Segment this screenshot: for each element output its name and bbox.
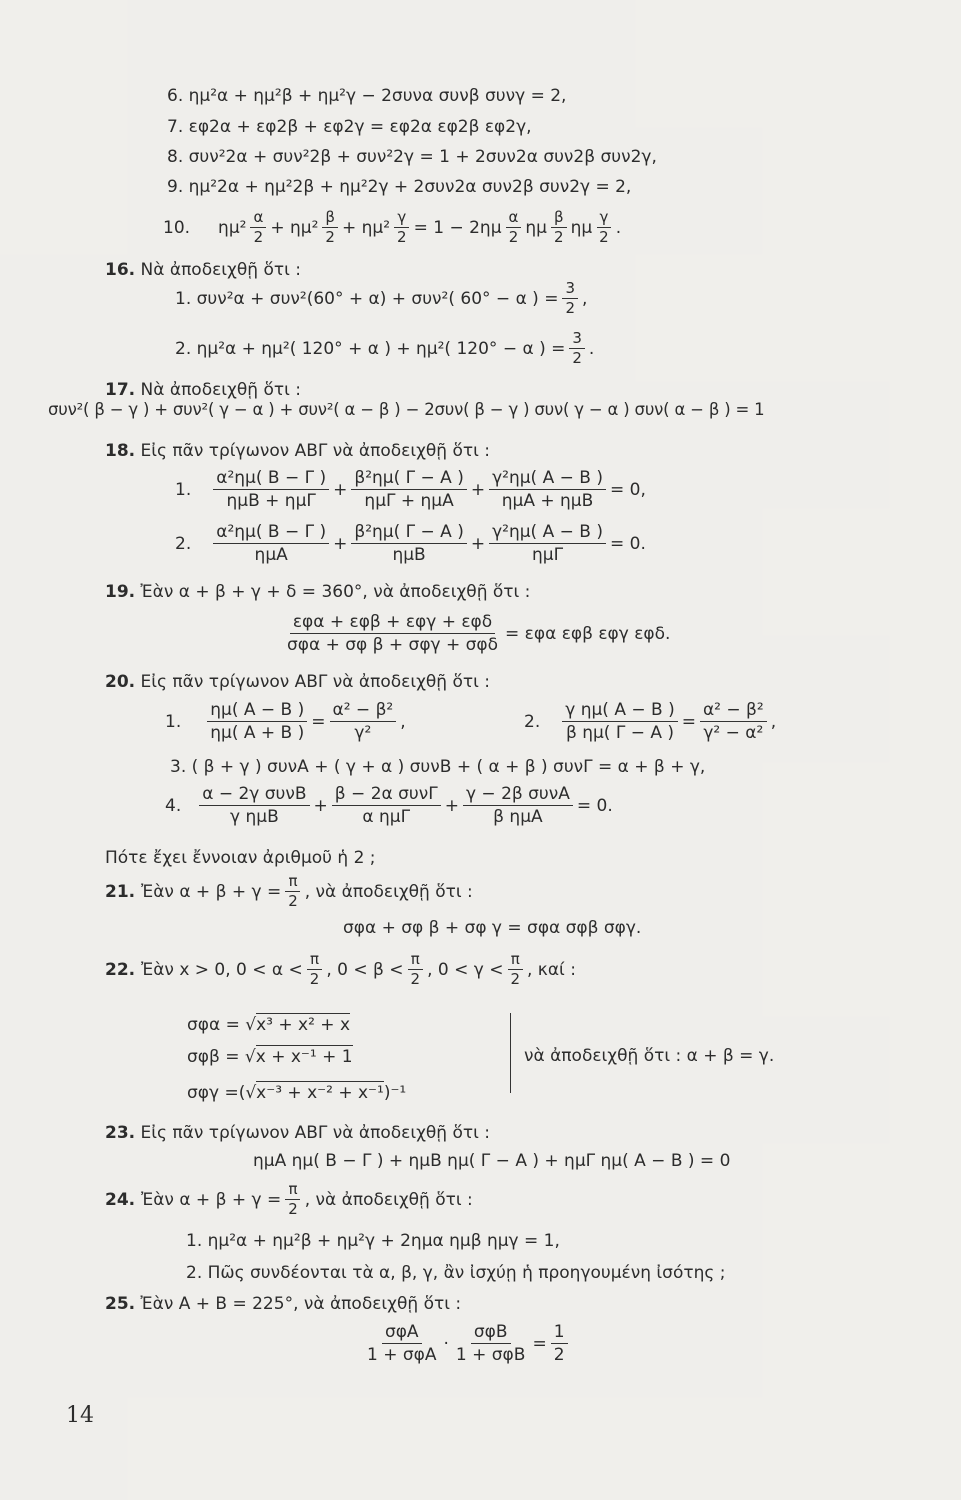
expr-part: , 0 < γ < <box>427 959 504 980</box>
expr-part: = εφα εφβ εφγ εφδ. <box>505 623 671 644</box>
denominator: ημ( Α + Β ) <box>210 723 305 743</box>
fraction <box>351 522 466 565</box>
exercise-24-heading <box>105 1181 473 1218</box>
expr-part: = 0. <box>609 533 646 554</box>
expr-part: σφγ =(√ <box>187 1083 257 1103</box>
denominator: ημΑ <box>254 545 288 565</box>
expr-part: + ημ² <box>270 217 319 238</box>
denominator: 2 <box>288 892 298 910</box>
exercise-number: 16. <box>105 260 136 280</box>
expr-part: 2. ημ²α + ημ²( 120° + α ) + ημ²( 120° − α ) = <box>175 338 566 359</box>
numerator: π <box>508 951 523 970</box>
numerator: σφΒ <box>471 1322 511 1344</box>
exercise-number: 18. <box>105 441 136 461</box>
expr-part: + <box>470 533 486 554</box>
exercise-20-heading <box>105 671 490 693</box>
exercise-number: 20. <box>105 672 136 692</box>
denominator: 1 + σφΒ <box>455 1345 526 1365</box>
fraction <box>285 873 301 910</box>
exercise-22-cot-beta <box>187 1046 353 1068</box>
numerator: 1 <box>551 1322 568 1344</box>
numerator: β − 2α συνΓ <box>332 784 441 806</box>
numerator: β²ημ( Γ − Α ) <box>351 522 466 544</box>
exercise-20-part-2 <box>524 700 776 743</box>
denominator: 1 + σφΑ <box>367 1345 437 1365</box>
denominator: β ημ( Γ − Α ) <box>565 723 675 743</box>
expr-part: ημ <box>570 217 593 238</box>
numerator: α − 2γ συνΒ <box>199 784 309 806</box>
numerator: α²ημ( Β − Γ ) <box>213 522 329 544</box>
expr-part: , 0 < β < <box>326 959 404 980</box>
denominator: ημΑ + ημΒ <box>501 491 594 511</box>
exercise-25-identity <box>360 1322 572 1365</box>
exercise-22-conclusion: νὰ ἀποδειχθῇ ὅτι : α + β = γ. <box>524 1046 775 1066</box>
fraction <box>489 522 606 565</box>
fraction <box>394 209 410 246</box>
denominator: ημΒ <box>392 545 426 565</box>
expr-part: + <box>313 795 328 816</box>
expr-part: , νὰ ἀποδειχθῇ ὅτι : <box>304 881 473 902</box>
fraction <box>700 700 767 743</box>
denominator: ημΒ + ημΓ <box>226 491 316 511</box>
denominator: γ² <box>354 723 372 743</box>
exercise-prompt: Εἰς πᾶν τρίγωνον ΑΒΓ νὰ ἀποδειχθῇ ὅτι : <box>140 672 490 692</box>
identity-6: 6. ημ²α + ημ²β + ημ²γ − 2συνα συνβ συνγ = 2, <box>167 86 567 106</box>
radicand: x + x⁻¹ + 1 <box>255 1047 353 1067</box>
expr-part: Ἐὰν α + β + γ = <box>141 881 282 902</box>
identity-10-number: 10. <box>163 217 191 238</box>
expr-part: 1. <box>175 479 192 500</box>
denominator: β ημΑ <box>493 807 543 827</box>
exercise-20-part-1 <box>165 700 406 743</box>
exercise-17-identity: συν²( β − γ ) + συν²( γ − α ) + συν²( α − β ) − 2συν( β − γ ) συν( γ − α ) συν( α − β ) = 1 <box>48 400 765 419</box>
numerator: β <box>551 209 567 228</box>
exercise-number: 19. <box>105 582 136 602</box>
fraction <box>332 784 441 827</box>
denominator: 2 <box>553 1345 565 1365</box>
expr-part: = <box>311 711 326 732</box>
expr-part: 4. <box>165 795 182 816</box>
fraction <box>507 951 523 988</box>
expr-part: , <box>400 711 406 732</box>
exercise-number: 23. <box>105 1123 136 1143</box>
numerator: ημ( Α − Β ) <box>207 700 307 722</box>
expr-part: + <box>444 795 459 816</box>
fraction <box>351 468 466 511</box>
identity-10 <box>163 209 621 246</box>
expr-part: . <box>588 338 595 359</box>
numerator: α² − β² <box>700 700 767 722</box>
denominator: 2 <box>565 299 576 317</box>
numerator: γ <box>597 209 612 228</box>
fraction <box>364 1322 440 1365</box>
exercise-17-heading <box>105 379 301 401</box>
fraction <box>551 1322 568 1365</box>
numerator: γ − 2β συνΑ <box>463 784 573 806</box>
numerator: εφα + εφβ + εφγ + εφδ <box>290 612 495 634</box>
denominator: 2 <box>599 228 609 246</box>
expr-part: = 0. <box>576 795 613 816</box>
exercise-22-cot-gamma <box>187 1082 406 1104</box>
numerator: 3 <box>569 330 585 349</box>
expr-part: , καί : <box>527 959 576 980</box>
exercise-22-heading <box>105 951 576 988</box>
expr-part: σφβ = √ <box>187 1047 256 1067</box>
denominator: 2 <box>309 970 320 988</box>
numerator: γ²ημ( Α − Β ) <box>489 522 606 544</box>
radicand: x⁻³ + x⁻² + x⁻¹ <box>256 1083 384 1103</box>
expr-part: , νὰ ἀποδειχθῇ ὅτι : <box>304 1189 473 1210</box>
expr-part: Ἐὰν x > 0, 0 < α < <box>141 959 303 980</box>
exercise-number: 22. <box>105 959 136 980</box>
identity-7: 7. εφ2α + εφ2β + εφ2γ = εφ2α εφ2β εφ2γ, <box>167 117 532 137</box>
denominator: 2 <box>510 970 520 988</box>
expr-part: = 0, <box>609 479 646 500</box>
expr-part: . <box>615 217 622 238</box>
numerator: β²ημ( Γ − Α ) <box>351 468 466 490</box>
exercise-19-identity <box>280 612 670 655</box>
numerator: α² − β² <box>330 700 397 722</box>
exercise-18-part-1 <box>175 468 646 511</box>
denominator: 2 <box>554 228 564 246</box>
exercise-16-part-2 <box>175 330 594 367</box>
numerator: β <box>322 209 338 228</box>
fraction <box>250 209 266 246</box>
denominator: 2 <box>288 1200 298 1218</box>
numerator: π <box>408 951 423 970</box>
exercise-24-part-2: 2. Πῶς συνδέονται τὰ α, β, γ, ἂν ἰσχύῃ ἡ προηγουμένη ἰσότης ; <box>186 1263 726 1283</box>
expr-part: 2. <box>524 711 541 732</box>
radicand: x³ + x² + x <box>256 1015 351 1035</box>
expr-part: 1. <box>165 711 182 732</box>
fraction <box>562 700 677 743</box>
expr-part: + ημ² <box>341 217 391 238</box>
exercise-24-part-1: 1. ημ²α + ημ²β + ημ²γ + 2ημα ημβ ημγ = 1, <box>186 1231 560 1251</box>
exercise-16-heading <box>105 259 301 281</box>
numerator: α <box>506 209 522 228</box>
expr-part: = <box>681 711 696 732</box>
fraction <box>596 209 612 246</box>
fraction <box>207 700 307 743</box>
expr-part: = 1 − 2ημ <box>413 217 502 238</box>
fraction <box>453 1322 529 1365</box>
numerator: α <box>250 209 266 228</box>
fraction <box>284 612 501 655</box>
exercise-number: 24. <box>105 1189 136 1210</box>
numerator: γ²ημ( Α − Β ) <box>489 468 606 490</box>
exercise-25-heading <box>105 1293 461 1315</box>
fraction <box>307 951 323 988</box>
exercise-prompt: Εἰς πᾶν τρίγωνον ΑΒΓ νὰ ἀποδειχθῇ ὅτι : <box>140 441 490 461</box>
expr-part: · <box>443 1333 449 1354</box>
exercise-number: 25. <box>105 1294 136 1314</box>
expr-part: + <box>470 479 486 500</box>
exercise-prompt: Ἐὰν α + β + γ + δ = 360°, νὰ ἀποδειχθῇ ὅτι : <box>140 582 531 602</box>
denominator: γ ημΒ <box>230 807 279 827</box>
denominator: ημΓ <box>532 545 564 565</box>
denominator: ημΓ + ημΑ <box>364 491 454 511</box>
fraction <box>551 209 567 246</box>
fraction <box>569 330 585 367</box>
fraction <box>489 468 606 511</box>
numerator: π <box>285 873 300 892</box>
numerator: π <box>285 1181 300 1200</box>
exercise-20-question: Πότε ἔχει ἔννοιαν ἀριθμοῦ ἡ 2 ; <box>105 848 376 868</box>
fraction <box>408 951 424 988</box>
exercise-prompt: Ἐὰν Α + Β = 225°, νὰ ἀποδειχθῇ ὅτι : <box>140 1294 462 1314</box>
exercise-18-part-2 <box>175 522 646 565</box>
denominator: α ημΓ <box>362 807 411 827</box>
expr-part: ημ <box>525 217 547 238</box>
exercise-19-heading <box>105 581 530 603</box>
expr-part: 2. <box>175 533 192 554</box>
fraction <box>213 468 329 511</box>
fraction <box>506 209 522 246</box>
expr-part: , <box>770 711 777 732</box>
expr-part: 1. συν²α + συν²(60° + α) + συν²( 60° − α ) = <box>175 288 559 309</box>
expr-part: = <box>532 1333 547 1354</box>
exercise-16-part-1 <box>175 280 587 317</box>
expr-part: , <box>582 288 588 309</box>
exercise-22-cot-alpha <box>187 1014 350 1036</box>
exercise-20-part-4 <box>165 784 613 827</box>
identity-9: 9. ημ²2α + ημ²2β + ημ²2γ + 2συν2α συν2β συν2γ = 2, <box>167 177 632 197</box>
numerator: 3 <box>562 280 578 299</box>
expr-part: σφα = √ <box>187 1015 257 1035</box>
exercise-number: 21. <box>105 881 136 902</box>
fraction <box>562 280 578 317</box>
fraction <box>285 1181 301 1218</box>
exercise-18-heading <box>105 440 490 462</box>
expr-part: + <box>333 479 348 500</box>
denominator: 2 <box>253 228 264 246</box>
right-brace <box>500 1013 511 1093</box>
identity-8: 8. συν²2α + συν²2β + συν²2γ = 1 + 2συν2α συν2β συν2γ, <box>167 147 657 167</box>
exercise-21-heading <box>105 873 473 910</box>
exercise-21-identity: σφα + σφ β + σφ γ = σφα σφβ σφγ. <box>343 918 642 938</box>
denominator: γ² − α² <box>703 723 764 743</box>
fraction <box>199 784 309 827</box>
expr-part: ημ² <box>218 217 247 238</box>
exercise-prompt: Εἰς πᾶν τρίγωνον ΑΒΓ νὰ ἀποδειχθῇ ὅτι : <box>140 1123 490 1143</box>
page-number: 14 <box>66 1403 94 1428</box>
exercise-prompt: Νὰ ἀποδειχθῇ ὅτι : <box>140 380 301 400</box>
exercise-23-heading <box>105 1122 490 1144</box>
fraction <box>322 209 338 246</box>
denominator: 2 <box>325 228 335 246</box>
exercise-number: 17. <box>105 380 136 400</box>
numerator: γ <box>394 209 409 228</box>
fraction <box>463 784 573 827</box>
numerator: α²ημ( Β − Γ ) <box>213 468 329 490</box>
expr-part: Ἐὰν α + β + γ = <box>141 1189 282 1210</box>
expr-part: + <box>333 533 348 554</box>
expr-part: )⁻¹ <box>383 1083 407 1103</box>
denominator: σφα + σφ β + σφγ + σφδ <box>287 635 499 655</box>
numerator: γ ημ( Α − Β ) <box>562 700 677 722</box>
denominator: 2 <box>508 228 519 246</box>
fraction <box>330 700 397 743</box>
denominator: 2 <box>572 349 582 367</box>
denominator: 2 <box>397 228 407 246</box>
exercise-prompt: Νὰ ἀποδειχθῇ ὅτι : <box>140 260 301 280</box>
exercise-20-part-3: 3. ( β + γ ) συνΑ + ( γ + α ) συνΒ + ( α + β ) συνΓ = α + β + γ, <box>170 757 706 777</box>
denominator: 2 <box>410 970 421 988</box>
numerator: σφΑ <box>382 1322 422 1344</box>
exercise-23-identity: ημΑ ημ( Β − Γ ) + ημΒ ημ( Γ − Α ) + ημΓ ημ( Α − Β ) = 0 <box>253 1151 731 1171</box>
fraction <box>213 522 329 565</box>
numerator: π <box>307 951 322 970</box>
